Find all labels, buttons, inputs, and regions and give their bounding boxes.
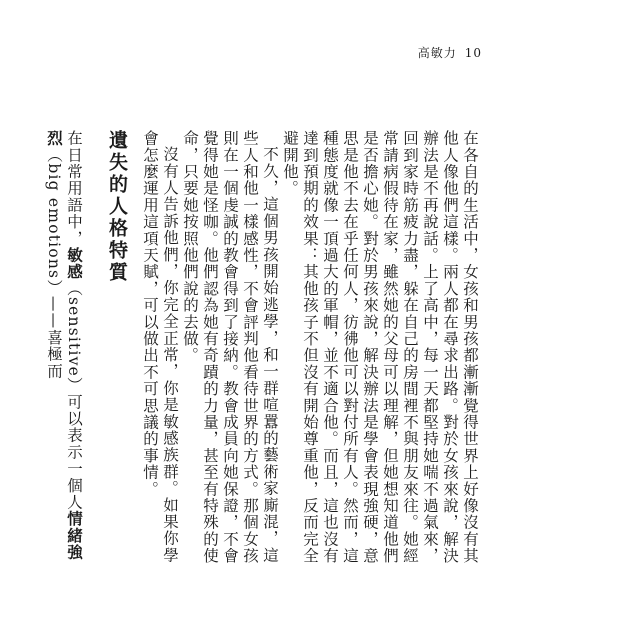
term-big-emotions: 情緒強烈 — [45, 130, 84, 561]
paragraph-4-part-c: （big emotions）——喜極而 — [45, 146, 63, 380]
paragraph-4-part-a: 在日常用語中， — [65, 130, 83, 247]
paragraph-2: 不久，這個男孩開始逃學，和一群喧囂的藝術家廝混，這些人和他一樣感性，不會評判他看待世界的方式。那個女孩則在一個虔誠的教會得到了接納。教會成員向她保證，不會覺得她是怪咖。他們認為她有奇蹟的力量，甚至有特殊的使命，只要她按照他們說的去做。 — [181, 130, 279, 565]
vertical-text-body — [45, 130, 480, 570]
paragraph-3: 沒有人告訴他們，你完全正常，你是敏感族群。如果你學會怎麼運用這項天賦，可以做出不可思議的事情。 — [141, 130, 179, 563]
paragraph-4 — [44, 130, 84, 570]
section-heading: 遺失的人格特質 — [106, 130, 128, 284]
paragraph-4-part-b: （sensitive）可以表示一個人 — [65, 280, 83, 511]
running-header — [418, 44, 482, 61]
paragraph-1: 在各自的生活中，女孩和男孩都漸漸覺得世界上好像沒有其他人像他們這樣。兩人都在尋求出路。對於女孩來說，解決辦法是不再說話。上了高中，每一天都堅持她喘不過氣來，回到家時筋疲力盡，躲在自己的房間裡不與朋友來往。她經常請病假待在家，雖然她的父母可以理解，但她想知道他們是否擔心她。對於男孩來說，解決辦法是學會表現強硬，意思是他不去在乎任何人，彷彿他可以對付所有人。然而，這種態度就像一頂過大的軍帽，並不適合他。而且，這也沒有達到預期的效果：其他孩子不但沒有開始尊重他，反而完全避開他。 — [281, 130, 479, 565]
page-number: 10 — [464, 46, 482, 60]
term-sensitive: 敏感 — [65, 246, 84, 281]
book-title: 高敏力 — [417, 46, 457, 60]
